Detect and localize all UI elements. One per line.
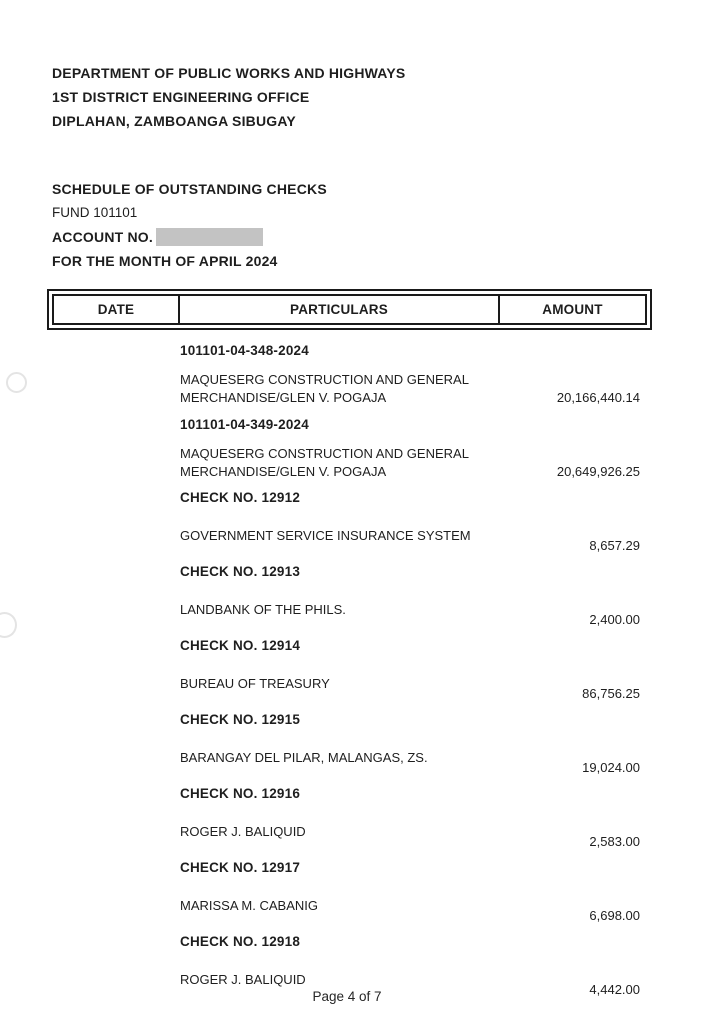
check-ref-label: 101101-04-349-2024 <box>180 417 309 432</box>
amount-value: 19,024.00 <box>582 760 640 775</box>
letterhead <box>52 61 405 133</box>
letterhead-line-office: 1ST DISTRICT ENGINEERING OFFICE <box>52 89 310 105</box>
table-row-check-ref <box>47 934 652 949</box>
date-cell-empty <box>47 712 180 727</box>
payee-name: ROGER J. BALIQUID <box>180 972 306 987</box>
table-row-check-ref <box>47 490 652 505</box>
amount-value: 86,756.25 <box>582 686 640 701</box>
column-header-amount: AMOUNT <box>498 294 647 325</box>
letterhead-line-agency: DEPARTMENT OF PUBLIC WORKS AND HIGHWAYS <box>52 65 406 81</box>
table-header-row <box>47 289 652 330</box>
table-row-check-ref <box>47 343 652 358</box>
page-number-footer: Page 4 of 7 <box>312 989 382 1004</box>
table-row-check-ref <box>47 638 652 653</box>
date-cell-empty <box>47 343 180 358</box>
punch-hole-artifact <box>6 372 27 393</box>
amount-value: 8,657.29 <box>589 538 640 553</box>
column-header-date: DATE <box>52 294 180 325</box>
date-cell-empty <box>47 786 180 801</box>
table-row-entry <box>47 601 652 627</box>
check-ref-label: CHECK NO. 12913 <box>180 564 301 579</box>
account-line <box>52 225 327 249</box>
check-ref-label: CHECK NO. 12917 <box>180 860 301 875</box>
amount-value: 4,442.00 <box>589 982 640 997</box>
date-cell-empty <box>47 417 180 432</box>
letterhead-line-location: DIPLAHAN, ZAMBOANGA SIBUGAY <box>52 113 296 129</box>
period-line: FOR THE MONTH OF APRIL 2024 <box>52 253 278 269</box>
date-cell-empty <box>47 934 180 949</box>
table-row-check-ref <box>47 564 652 579</box>
amount-value: 2,583.00 <box>589 834 640 849</box>
table-row-entry <box>47 897 652 923</box>
payee-name: MAQUESERG CONSTRUCTION AND GENERAL MERCHANDISE/GLEN V. POGAJA <box>180 446 469 479</box>
table-row-entry <box>47 527 652 553</box>
punch-hole-artifact <box>0 612 17 638</box>
payee-name: MARISSA M. CABANIG <box>180 898 318 913</box>
table-row-check-ref <box>47 712 652 727</box>
payee-name: MAQUESERG CONSTRUCTION AND GENERAL MERCHANDISE/GLEN V. POGAJA <box>180 372 469 405</box>
table-row-check-ref <box>47 417 652 432</box>
payee-name: LANDBANK OF THE PHILS. <box>180 602 346 617</box>
check-ref-label: CHECK NO. 12912 <box>180 490 301 505</box>
date-cell-empty <box>47 638 180 653</box>
amount-value: 20,649,926.25 <box>556 464 640 479</box>
check-ref-label: CHECK NO. 12916 <box>180 786 301 801</box>
table-row-entry <box>47 675 652 701</box>
table-row-check-ref <box>47 860 652 875</box>
date-cell-empty <box>47 564 180 579</box>
amount-value: 6,698.00 <box>589 908 640 923</box>
amount-value: 20,166,440.14 <box>556 390 640 405</box>
check-ref-label: 101101-04-348-2024 <box>180 343 309 358</box>
check-ref-label: CHECK NO. 12914 <box>180 638 301 653</box>
fund-line: FUND 101101 <box>52 205 138 220</box>
table-row-entry <box>47 371 652 407</box>
amount-value: 2,400.00 <box>589 612 640 627</box>
payee-name: GOVERNMENT SERVICE INSURANCE SYSTEM <box>180 528 471 543</box>
document-title: SCHEDULE OF OUTSTANDING CHECKS <box>52 181 327 197</box>
document-meta <box>52 177 327 273</box>
payee-name: ROGER J. BALIQUID <box>180 824 306 839</box>
check-ref-label: CHECK NO. 12918 <box>180 934 301 949</box>
column-header-particulars: PARTICULARS <box>178 294 500 325</box>
table-row-entry <box>47 749 652 775</box>
table-row-entry <box>47 823 652 849</box>
check-ref-label: CHECK NO. 12915 <box>180 712 301 727</box>
table-row-entry <box>47 445 652 481</box>
account-number-redaction-box <box>156 228 263 246</box>
table-row-check-ref <box>47 786 652 801</box>
date-cell-empty <box>47 490 180 505</box>
payee-name: BARANGAY DEL PILAR, MALANGAS, ZS. <box>180 750 428 765</box>
account-label: ACCOUNT NO. <box>52 229 153 245</box>
payee-name: BUREAU OF TREASURY <box>180 676 330 691</box>
date-cell-empty <box>47 860 180 875</box>
